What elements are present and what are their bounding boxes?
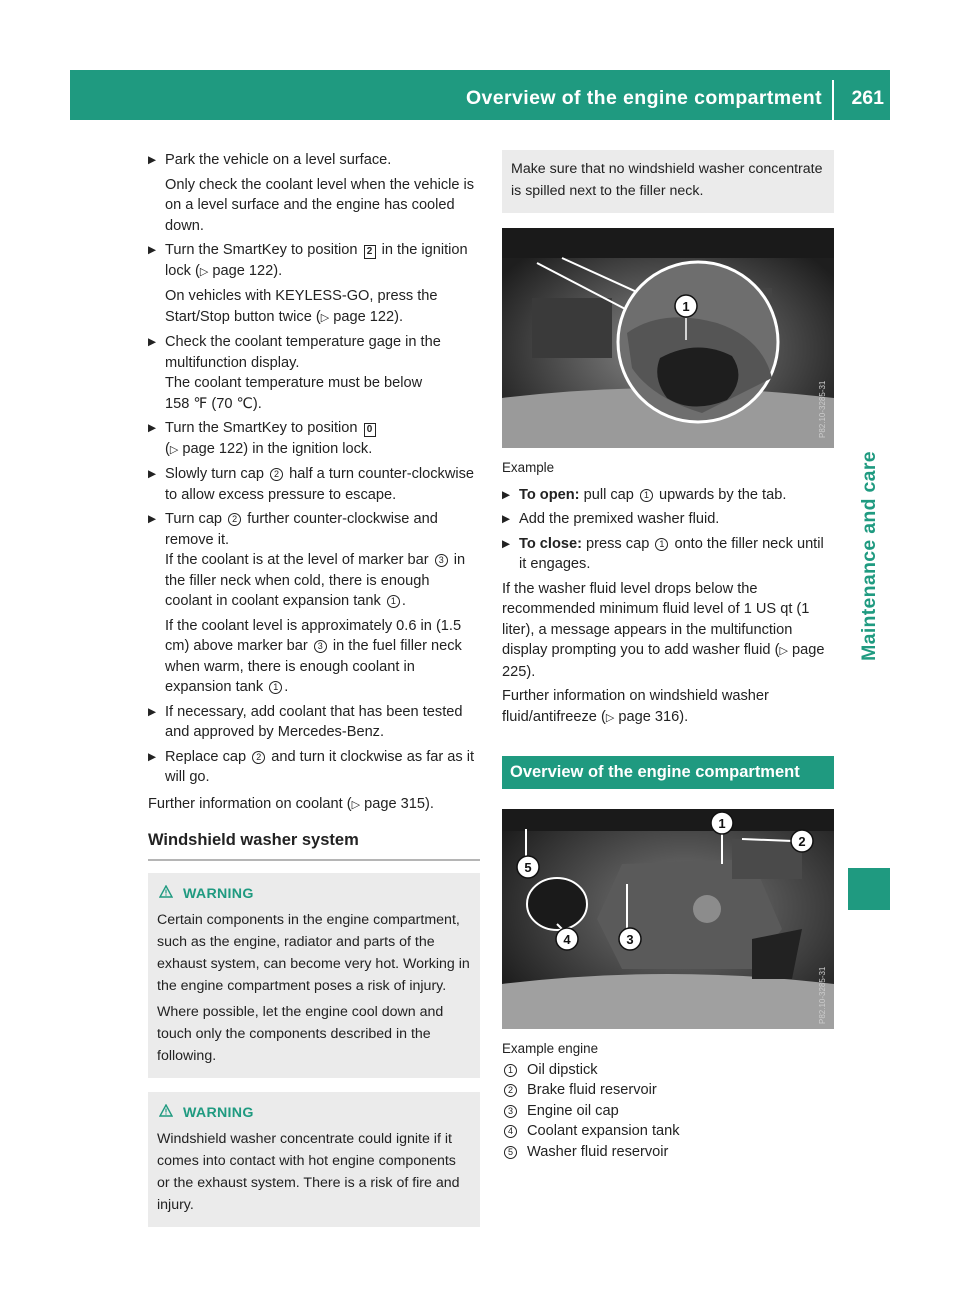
warning-text: Where possible, let the engine cool down and touch only the components described in the following.: [157, 1004, 444, 1064]
callout-2: 2: [504, 1084, 517, 1097]
warning-box-washer-concentrate: [148, 1092, 480, 1227]
page-reference-link[interactable]: page 316: [618, 708, 680, 725]
callout-1: 1: [387, 595, 400, 608]
engine-compartment-photo: [502, 809, 834, 1029]
page-header: [70, 70, 890, 120]
step-add-fluid: ▶ Add the premixed washer fluid.: [502, 509, 834, 530]
photo-caption: Example engine: [502, 1041, 599, 1056]
washer-cap-photo: [502, 228, 834, 448]
legend-item: 2 Brake fluid reservoir: [502, 1080, 834, 1101]
warning-box-hot-components: [148, 873, 480, 1078]
step-turn-cap-slowly: ▶ Slowly turn cap 2 half a turn counter-clockwise to allow excess pressure to escape.: [148, 464, 480, 505]
step-turn-key-0: ▶ Turn the SmartKey to position 0 (▷ page 122) in the ignition lock.: [148, 418, 480, 460]
page-reference-link[interactable]: page 225: [502, 642, 825, 680]
washer-fluid-level-info: If the washer fluid level drops below the recommended minimum fluid level of 1 US qt (1 liter), a message appears in the multifunction display prompting you to add washer fluid (▷ page 225).: [502, 580, 825, 680]
component-legend: [502, 1060, 834, 1163]
callout-1: 1: [655, 538, 668, 551]
step-note: If the coolant level is approximately 0.6 in (1.5 cm) above marker bar 3 in the fuel filler neck when warm, there is enough coolant in expansion tank 1 .: [165, 617, 462, 695]
page-reference-link[interactable]: page 122: [182, 440, 244, 457]
photo-code: P82.10-3285-31: [818, 966, 827, 1024]
callout-5: 5: [524, 860, 532, 875]
callout-2: 2: [228, 513, 241, 526]
page-reference-link[interactable]: page 315: [364, 795, 426, 812]
chapter-tab-label: Maintenance and care: [857, 451, 880, 661]
page-title: Overview of the engine compartment: [465, 87, 822, 109]
warning-text: Certain components in the engine compartment, such as the engine, radiator and parts of the exhaust system, can become very hot. Working in the engine compartment poses a risk of injury.: [157, 912, 470, 994]
page-reference-link[interactable]: page 122: [333, 308, 395, 325]
step-note: On vehicles with KEYLESS-GO, press the Start/Stop button twice (▷ page 122).: [165, 288, 438, 325]
callout-1: 1: [718, 816, 726, 831]
legend-item: 1 Oil dipstick: [502, 1060, 834, 1081]
callout-2: 2: [270, 468, 283, 481]
chapter-tab: [848, 451, 890, 661]
step-note: Only check the coolant level when the vehicle is on a level surface and the engine has cooled down.: [165, 176, 475, 234]
callout-1: 1: [504, 1064, 517, 1077]
step-note: 158 ℉ (70 ℃).: [165, 395, 262, 412]
page-reference-link[interactable]: page 122: [212, 262, 274, 279]
legend-item: 5 Washer fluid reservoir: [502, 1142, 834, 1163]
step-remove-cap: ▶ Turn cap 2 further counter-clockwise and remove it.: [148, 509, 480, 550]
warning-title: WARNING: [157, 1102, 471, 1124]
further-info-coolant: Further information on coolant (▷ page 315).: [148, 795, 434, 812]
warning-title: WARNING: [157, 883, 471, 905]
legend-item: 3 Engine oil cap: [502, 1101, 834, 1122]
photo-code: P82.10-3285-31: [818, 380, 827, 438]
photo-caption: Example: [502, 460, 555, 475]
callout-2: 2: [798, 834, 806, 849]
further-info-washer: Further information on windshield washer fluid/antifreeze (▷ page 316).: [502, 688, 769, 725]
callout-1: 1: [640, 489, 653, 502]
step-close-cap: ▶ To close: press cap 1 onto the filler neck until it engages.: [502, 534, 834, 575]
page-ref-arrow-icon: ▷: [199, 265, 209, 278]
callout-3: 3: [504, 1105, 517, 1118]
callout-3: 3: [435, 554, 448, 567]
warning-triangle-icon: [159, 1102, 173, 1124]
header-divider: [832, 80, 834, 120]
page-ref-arrow-icon: ▷: [320, 311, 330, 324]
callout-4: 4: [563, 932, 571, 947]
warning-triangle-icon: [159, 883, 173, 905]
step-check-temperature: ▶ Check the coolant temperature gage in the multifunction display.: [148, 332, 480, 373]
step-park-vehicle: ▶ Park the vehicle on a level surface.: [148, 150, 480, 171]
step-replace-cap: ▶ Replace cap 2 and turn it clockwise as far as it will go.: [148, 747, 480, 788]
callout-1: 1: [682, 299, 690, 314]
callout-1: 1: [269, 681, 282, 694]
page-ref-arrow-icon: ▷: [605, 711, 615, 724]
callout-3: 3: [626, 932, 634, 947]
section-heading-engine-overview: Overview of the engine compartment: [502, 756, 834, 789]
step-note: If the coolant is at the level of marker bar 3 in the filler neck when cold, there is enough coolant in coolant expansion tank 1 .: [165, 552, 466, 609]
warning-text: Windshield washer concentrate could ignite if it comes into contact with hot engine components or the exhaust system. There is a risk of fire and injury.: [157, 1131, 460, 1213]
step-open-cap: ▶ To open: pull cap 1 upwards by the tab.: [502, 485, 834, 506]
step-add-coolant: ▶ If necessary, add coolant that has been tested and approved by Mercedes-Benz.: [148, 702, 480, 743]
callout-3: 3: [314, 640, 327, 653]
key-position-badge: 0: [364, 423, 376, 437]
callout-5: 5: [504, 1146, 517, 1159]
chapter-marker: [848, 868, 890, 910]
key-position-badge: 2: [364, 245, 376, 259]
legend-item: 4 Coolant expansion tank: [502, 1121, 834, 1142]
page-ref-arrow-icon: ▷: [779, 645, 788, 657]
step-note: The coolant temperature must be below: [165, 375, 423, 391]
page-ref-arrow-icon: ▷: [169, 443, 179, 456]
callout-4: 4: [504, 1125, 517, 1138]
step-turn-key-2: ▶ Turn the SmartKey to position 2 in the ignition lock (▷ page 122).: [148, 240, 480, 282]
page-number: 261: [851, 87, 884, 109]
left-column: [148, 150, 480, 1227]
note-box-spill: Make sure that no windshield washer concentrate is spilled next to the filler neck.: [502, 150, 834, 213]
right-column: [502, 150, 834, 1162]
page-ref-arrow-icon: ▷: [351, 798, 361, 811]
section-heading-washer: Windshield washer system: [148, 829, 480, 861]
callout-2: 2: [252, 751, 265, 764]
